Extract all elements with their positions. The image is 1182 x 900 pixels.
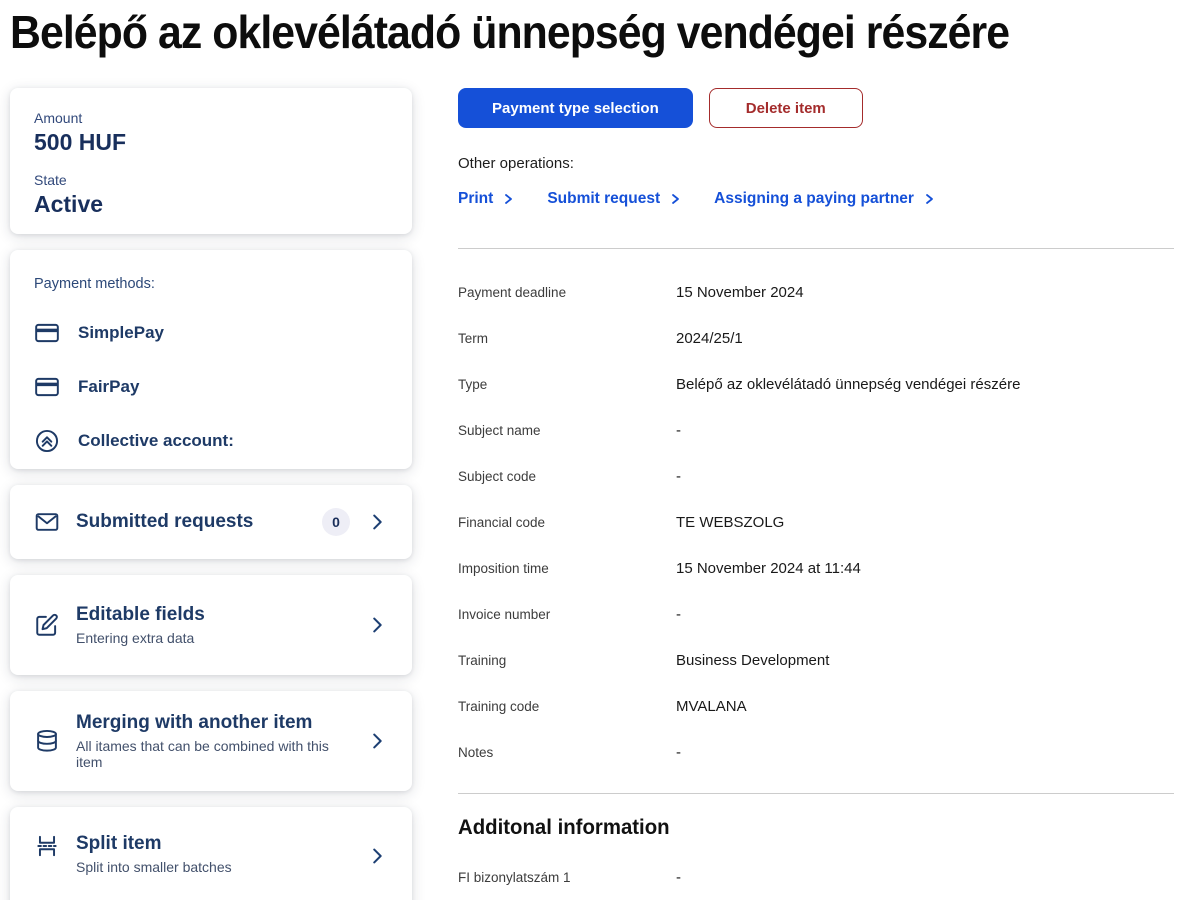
state-value: Active	[34, 191, 104, 217]
detail-label: Type	[458, 376, 488, 392]
edit-icon	[34, 612, 60, 638]
detail-row-subject-name	[458, 407, 1174, 453]
summary-card	[10, 88, 412, 234]
other-operations-label: Other operations:	[458, 155, 574, 172]
print-link-label: Print	[458, 190, 494, 207]
submit-request-link[interactable]	[547, 190, 682, 208]
submitted-requests-label: Submitted requests	[76, 511, 254, 532]
sidebar	[10, 88, 412, 900]
chevron-right-icon	[502, 192, 515, 206]
collective-account-icon	[34, 428, 60, 454]
additional-information-heading: Additonal information	[458, 816, 670, 839]
detail-row-subject-code	[458, 453, 1174, 499]
editable-fields-subtitle: Entering extra data	[76, 630, 195, 646]
page-title: Belépő az oklevélátadó ünnepség vendégei részére	[10, 6, 1010, 58]
payment-methods-list	[34, 306, 388, 468]
action-buttons	[458, 88, 1174, 128]
detail-value: MVALANA	[676, 697, 747, 715]
detail-label: Financial code	[458, 514, 546, 530]
detail-label: Subject code	[458, 468, 537, 484]
merging-title: Merging with another item	[76, 712, 313, 733]
state-label: State	[34, 172, 67, 188]
detail-label: Training	[458, 652, 507, 668]
envelope-icon	[34, 509, 60, 535]
detail-row-term	[458, 315, 1174, 361]
detail-value: -	[676, 605, 681, 623]
detail-row-training-code	[458, 683, 1174, 729]
detail-value: -	[676, 467, 681, 485]
divider	[458, 793, 1174, 794]
payment-method-simplepay[interactable]	[34, 306, 388, 360]
payment-type-selection-button[interactable]: Payment type selection	[458, 88, 693, 128]
chevron-right-icon	[366, 845, 388, 867]
detail-value: -	[676, 743, 681, 761]
editable-fields-title: Editable fields	[76, 604, 205, 625]
submit-request-link-label: Submit request	[547, 190, 661, 207]
detail-label: Training code	[458, 698, 540, 714]
payment-method-collective-account[interactable]	[34, 414, 388, 468]
chevron-right-icon	[366, 511, 388, 533]
detail-value: Belépő az oklevélátadó ünnepség vendégei részére	[676, 375, 1021, 393]
detail-row-training	[458, 637, 1174, 683]
chevron-right-icon	[366, 614, 388, 636]
chevron-right-icon	[366, 730, 388, 752]
payment-method-fairpay[interactable]	[34, 360, 388, 414]
merging-subtitle: All itames that can be combined with this item	[76, 738, 329, 770]
detail-row-notes	[458, 729, 1174, 775]
detail-row-fi-bizonylatszam-1	[458, 854, 1174, 900]
main-content	[458, 88, 1174, 900]
detail-value: 15 November 2024	[676, 283, 804, 301]
detail-row-payment-deadline	[458, 269, 1174, 315]
merging-card[interactable]	[10, 691, 412, 791]
split-item-card[interactable]	[10, 807, 412, 900]
detail-value: Business Development	[676, 651, 830, 669]
payment-methods-card	[10, 250, 412, 469]
assign-paying-partner-link-label: Assigning a paying partner	[714, 190, 914, 207]
other-operations-links	[458, 190, 1174, 208]
credit-card-icon	[34, 374, 60, 400]
delete-item-button[interactable]: Delete item	[709, 88, 863, 128]
detail-label: FI bizonylatszám 1	[458, 869, 571, 885]
additional-information-list	[458, 854, 1174, 900]
detail-row-financial-code	[458, 499, 1174, 545]
detail-row-type	[458, 361, 1174, 407]
detail-label: Notes	[458, 744, 494, 760]
detail-label: Subject name	[458, 422, 541, 438]
submitted-requests-count-badge: 0	[322, 508, 350, 536]
split-item-subtitle: Split into smaller batches	[76, 859, 232, 875]
detail-value: -	[676, 421, 681, 439]
detail-value: 2024/25/1	[676, 329, 743, 347]
detail-row-imposition-time	[458, 545, 1174, 591]
detail-label: Imposition time	[458, 560, 549, 576]
detail-label: Term	[458, 330, 488, 346]
editable-fields-card[interactable]	[10, 575, 412, 675]
detail-label: Payment deadline	[458, 284, 567, 300]
payment-method-label: SimplePay	[78, 323, 164, 342]
detail-row-invoice-number	[458, 591, 1174, 637]
amount-value: 500 HUF	[34, 129, 127, 155]
assign-paying-partner-link[interactable]	[714, 190, 936, 208]
payment-methods-label: Payment methods:	[34, 276, 155, 292]
detail-label: Invoice number	[458, 606, 551, 622]
details-list	[458, 249, 1174, 775]
print-link[interactable]	[458, 190, 515, 208]
database-icon	[34, 728, 60, 754]
credit-card-icon	[34, 320, 60, 346]
detail-value: 15 November 2024 at 11:44	[676, 559, 861, 577]
split-item-title: Split item	[76, 833, 162, 854]
split-icon	[34, 833, 60, 859]
payment-method-label: Collective account:	[78, 431, 234, 450]
detail-value: -	[676, 868, 681, 886]
amount-label: Amount	[34, 110, 83, 126]
payment-method-label: FairPay	[78, 377, 140, 396]
chevron-right-icon	[669, 192, 682, 206]
submitted-requests-card[interactable]	[10, 485, 412, 559]
detail-value: TE WEBSZOLG	[676, 513, 785, 531]
chevron-right-icon	[923, 192, 936, 206]
